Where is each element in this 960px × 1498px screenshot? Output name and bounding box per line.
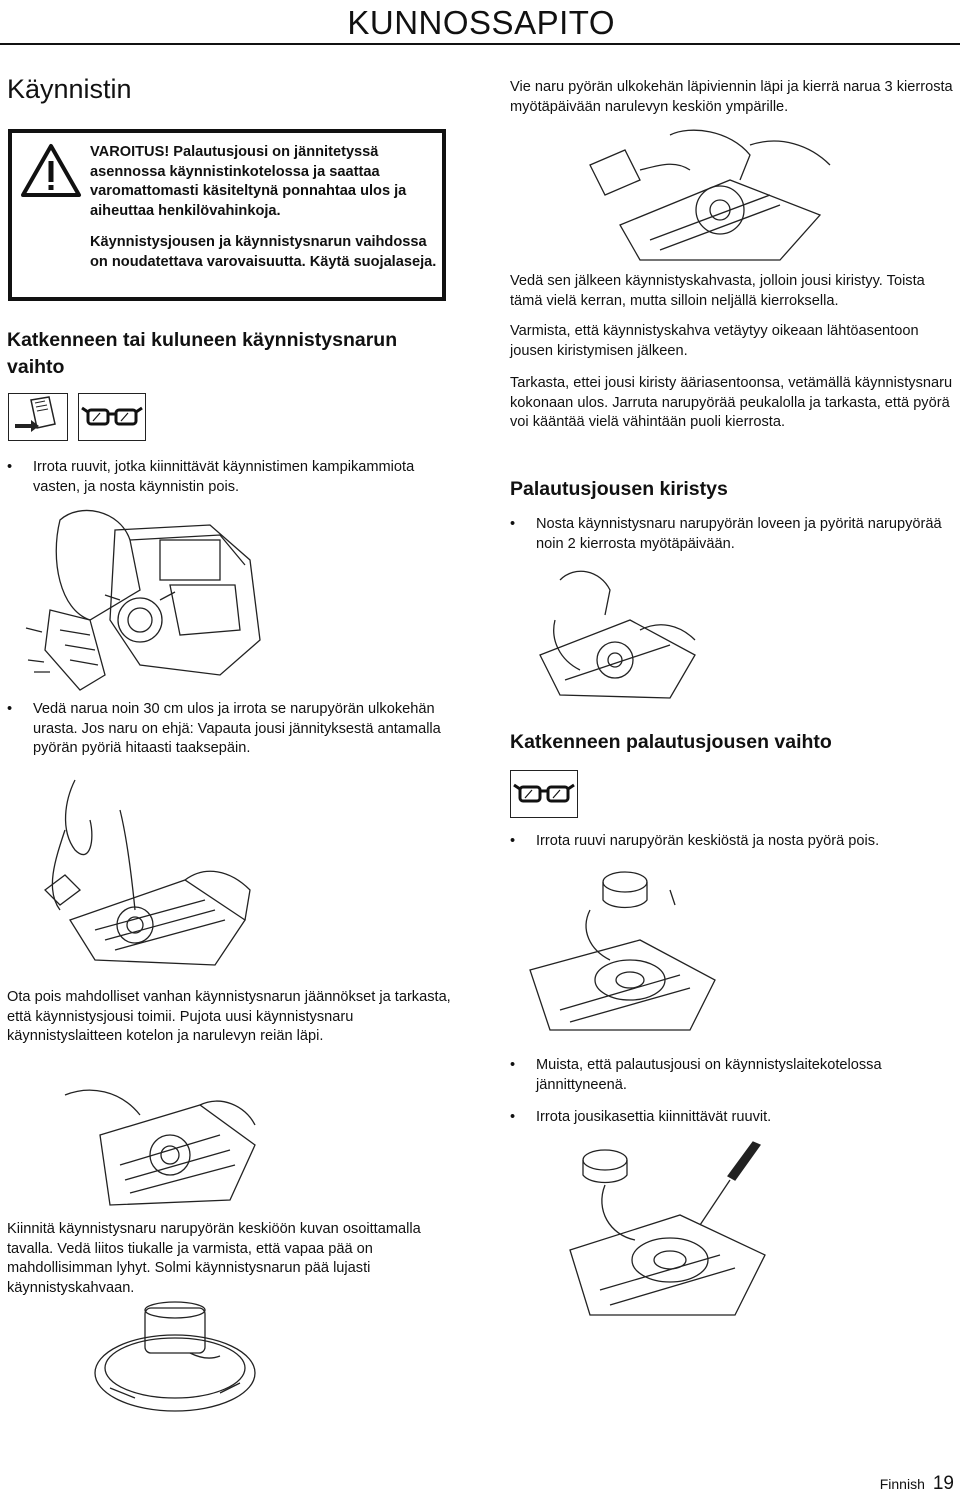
- pull-rope-illustration: [35, 770, 265, 970]
- bullet-dot: •: [510, 516, 516, 532]
- header-rule: [0, 43, 960, 45]
- engine-starter-illustration: [20, 500, 280, 695]
- bullet-text: Vedä narua noin 30 cm ulos ja irrota se narupyörän ulkokehän urasta. Jos naru on ehjä: Vapauta jousi jännityksestä antamalla pyörän pyöriä hitaasti taaksepäin.: [33, 701, 441, 756]
- bullet-text: Nosta käynnistysnaru narupyörän loveen ja pyöritä narupyörää noin 2 kierrosta myötäpäivään.: [536, 516, 942, 552]
- bullet-dot: •: [510, 1057, 516, 1073]
- para-inspect-spring: Tarkasta, ettei jousi kiristy ääriasentoonsa, vetämällä käynnistysnaru kokonaan ulos. Jarruta narupyörää peukalolla ja tarkasta, että pyörä voi kääntää vielä vähintään puoli kierrosta.: [510, 375, 953, 430]
- subheading-rope-replacement: Katkenneen tai kuluneen käynnistysnarun vaihto: [7, 329, 398, 378]
- section-title: Käynnistin: [7, 74, 132, 104]
- page-header: [0, 0, 960, 46]
- footer-language: Finnish: [879, 1476, 925, 1492]
- warning-text: [90, 143, 442, 284]
- page-number: 19: [932, 1473, 954, 1494]
- safety-glasses-icon: [511, 771, 577, 817]
- bullet-text: Irrota ruuvit, jotka kiinnittävät käynnistimen kampikammiota vasten, ja nosta käynnistin pois.: [33, 459, 415, 495]
- bullet-unscrew-cassette: [510, 1108, 955, 1128]
- wind-rope-illustration: [580, 125, 840, 265]
- heading-replace-spring: Katkenneen palautusjousen vaihto: [510, 731, 832, 753]
- bullet-dot: •: [510, 1109, 516, 1125]
- bullet-dot: •: [7, 459, 13, 475]
- thread-rope-illustration: [60, 1075, 260, 1215]
- warning-para-1: VAROITUS! Palautusjousi on jännitetyssä asennossa käynnistinkotelossa ja saattaa varomattomasti käsiteltynä ponnahtaa ulos ja aiheuttaa henkilövahinkoja.: [90, 144, 407, 219]
- bullet-text: Irrota jousikasettia kiinnittävät ruuvit.: [536, 1109, 772, 1125]
- para-pull-handle: Vedä sen jälkeen käynnistyskahvasta, jolloin jousi kiristyy. Toista tämä vielä kerran, mutta silloin neljällä kierroksella.: [510, 273, 925, 309]
- unscrew-cassette-illustration: [550, 1140, 780, 1320]
- warning-box: [8, 129, 446, 301]
- warning-para-2: Käynnistysjousen ja käynnistysnarun vaihdossa on noudatettava varovaisuutta. Käytä suojalaseja.: [90, 234, 437, 270]
- page-title: KUNNOSSAPITO: [347, 4, 615, 41]
- page-footer: [880, 1473, 954, 1495]
- bullet-spring-tensioned: [510, 1056, 955, 1095]
- bullet-text: Irrota ruuvi narupyörän keskiöstä ja nosta pyörä pois.: [536, 833, 880, 849]
- safety-glasses-icon: [79, 394, 145, 440]
- bullet-remove-starter: [7, 458, 452, 497]
- para-remove-remnants: Ota pois mahdolliset vanhan käynnistysnarun jäännökset ja tarkasta, että käynnistysjousi toimii. Pujota uusi käynnistysnaru käynnistyslaitteen kotelon ja narulevyn reiän läpi.: [7, 989, 451, 1044]
- bullet-dot: •: [510, 833, 516, 849]
- bullet-remove-screw: [510, 832, 955, 852]
- read-manual-icon: [9, 394, 67, 440]
- goggles-icon-box: [78, 393, 146, 441]
- heading-spring-tension: Palautusjousen kiristys: [510, 478, 728, 500]
- bullet-text: Muista, että palautusjousi on käynnistyslaitekotelossa jännittyneenä.: [536, 1057, 882, 1093]
- para-attach-rope: Kiinnitä käynnistysnaru narupyörän keskiöön kuvan osoittamalla tavalla. Vedä liitos tiukalle ja varmista, että vapaa pää on mahdollisimman lyhyt. Solmi käynnistysnarun pää lujasti käynnistyskahvaan.: [7, 1221, 421, 1296]
- para-check-handle: Varmista, että käynnistyskahva vetäytyy oikeaan lähtöasentoon jousen kiristymisen jälkeen.: [510, 323, 919, 359]
- manual-icon-box: [8, 393, 68, 441]
- bullet-lift-rope: [510, 515, 955, 554]
- para-wind-rope: Vie naru pyörän ulkokehän läpiviennin läpi ja kierrä narua 3 kierrosta myötäpäivään narulevyn keskiön ympärille.: [510, 79, 953, 115]
- warning-triangle-icon: [20, 143, 82, 199]
- pulley-knot-illustration: [90, 1298, 260, 1413]
- bullet-pull-rope: [7, 700, 457, 759]
- spring-tension-illustration: [520, 560, 700, 700]
- goggles-icon-box-2: [510, 770, 578, 818]
- remove-pulley-illustration: [520, 860, 720, 1035]
- bullet-dot: •: [7, 701, 13, 717]
